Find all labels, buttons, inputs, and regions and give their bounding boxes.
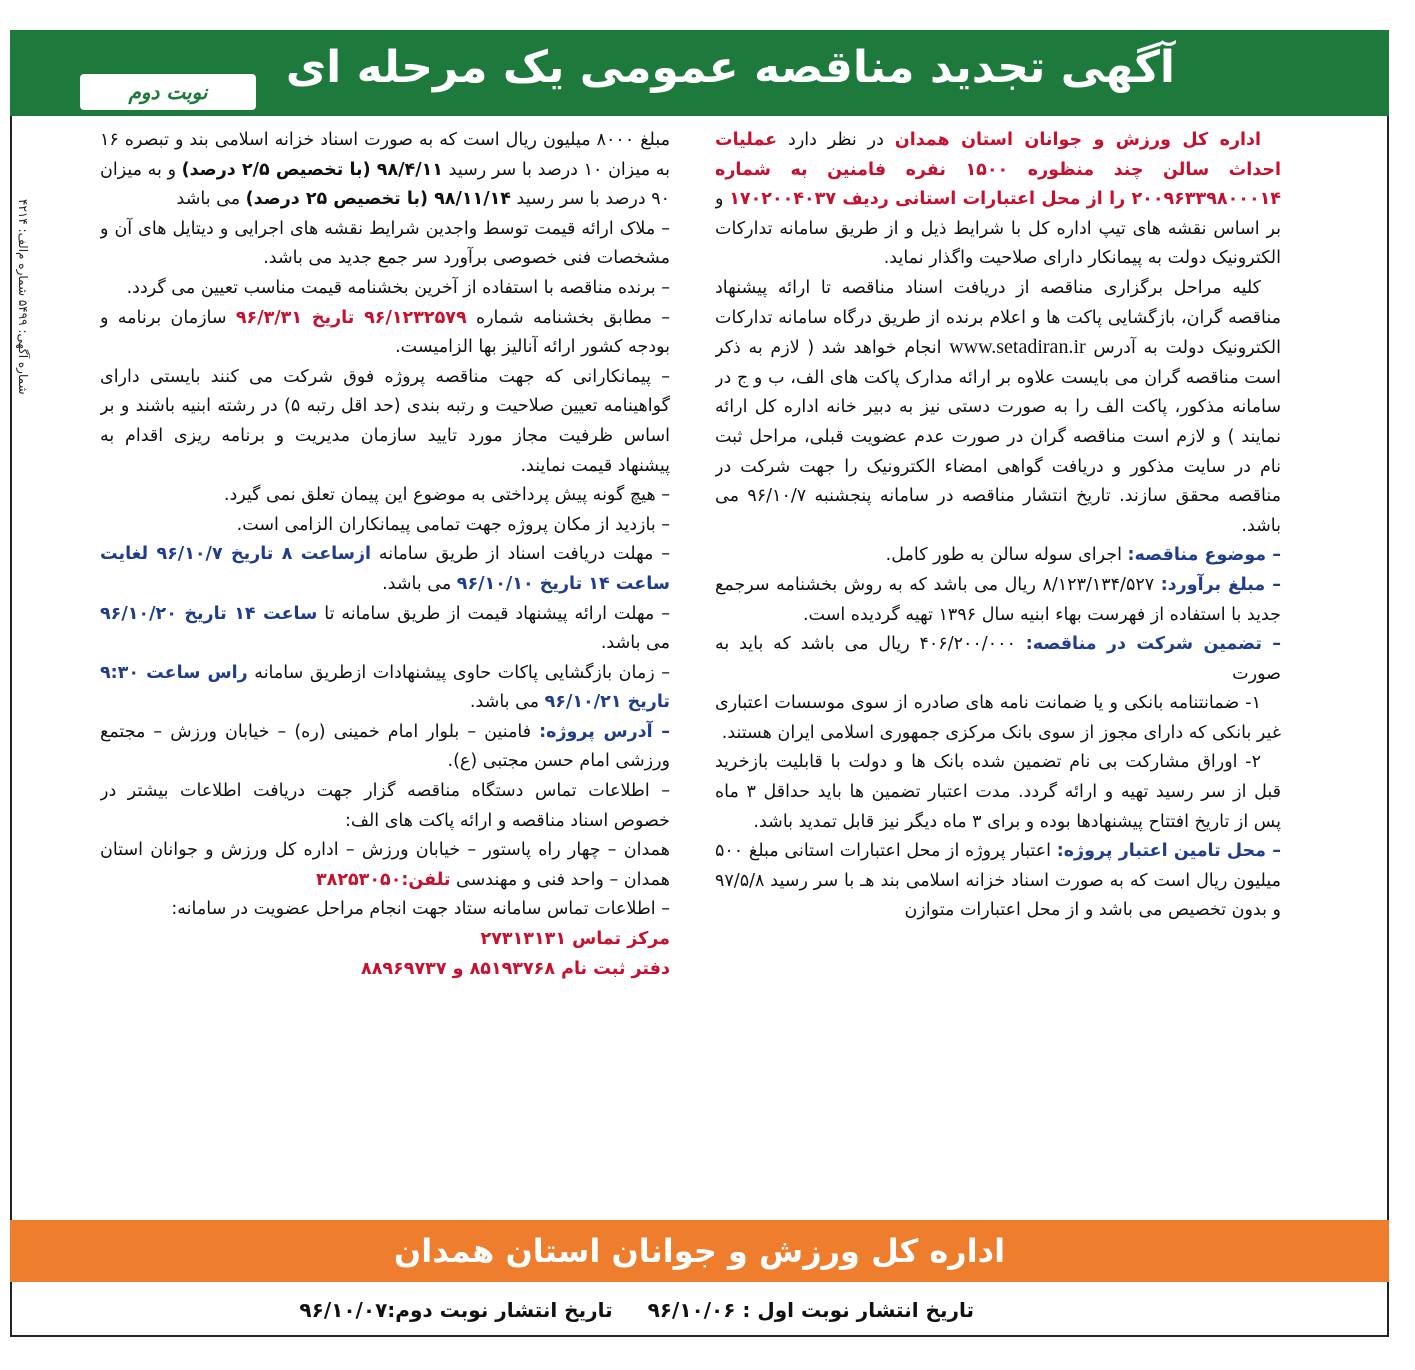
guarantee-item-1: ۱- ضمانتنامه بانکی و یا ضمانت نامه های صادره از سوی موسسات اعتباری غیر بانکی که دارای مجوز از سوی بانک مرکزی جمهوری اسلامی ایران هستند.: [715, 693, 1281, 743]
project-title: عملیات احداث سالن چند منظوره ۱۵۰۰ نفره فامنین به شماره ۲۰۰۹۶۳۳۹۸۰۰۰۱۴ را از محل اعتبارات استانی ردیف ۱۷۰۲۰۰۴۰۳۷: [715, 130, 1281, 210]
intro-text: در نظر دارد: [777, 130, 895, 150]
procedure-text: کلیه مراحل برگزاری مناقصه از دریافت اسناد مناقصه تا ارائه پیشنهاد مناقصه گران، بازگشایی پاکت ها و اعلام برنده از طریق درگاه سامانه تدارکات الکترونیک دولت به آدرس: [715, 277, 1281, 359]
site-visit-note: – بازدید از مکان پروژه جهت تمامی پیمانکاران الزامی است.: [236, 514, 670, 535]
subject-text: اجرای سوله سالن به طور کامل.: [885, 545, 1128, 566]
bid-deadline-date: ساعت ۱۴ تاریخ ۹۶/۱۰/۲۰: [100, 603, 318, 624]
contact-heading: – اطلاعات تماس دستگاه مناقصه گزار جهت دریافت اطلاعات بیشتر در خصوص اسناد مناقصه و ارائه پاکت های الف:: [100, 781, 670, 831]
left-column: [100, 126, 670, 1211]
circular-text: – مطابق بخشنامه شماره: [466, 307, 670, 328]
ad-title: آگهی تجدید مناقصه عمومی یک مرحله ای: [285, 42, 1175, 93]
funding-date-1: ۹۸/۴/۱۱ (با تخصیص ۲/۵ درصد): [181, 159, 443, 180]
document-deadline-date: ازساعت ۸ تاریخ ۹۶/۱۰/۷ لغایت ساعت ۱۴ تاریخ ۹۶/۱۰/۱۰: [100, 544, 670, 594]
funding-continued: [100, 126, 670, 215]
publication-dates: [10, 1290, 1389, 1330]
intro-paragraph: [715, 126, 1281, 274]
funding-line: [715, 837, 1281, 926]
pricing-basis: – ملاک ارائه قیمت توسط واجدین شرایط نقشه های اجرایی و دیتایل های آن و مشخصات فنی خصوصی برآورد سر جمع جدید می باشد.: [100, 218, 670, 269]
estimate-text: ۸/۱۲۳/۱۳۴/۵۲۷ ریال می باشد که به روش بخشنامه سرجمع جدید با استفاده از فهرست بهاء ابنیه سال ۱۳۹۶ تهیه گردیده است.: [715, 574, 1281, 625]
call-center-number: مرکز تماس ۲۷۳۱۳۱۳۱: [480, 929, 670, 950]
circular-reference: [100, 304, 670, 363]
setad-contact-heading: – اطلاعات تماس سامانه ستاد جهت انجام مراحل عضویت در سامانه:: [171, 899, 670, 920]
estimate-label: – مبلغ برآورد:: [1160, 574, 1281, 595]
address-label: – آدرس پروژه:: [539, 721, 670, 742]
second-publication-date: تاریخ انتشار نوبت دوم:۹۶/۱۰/۰۷: [299, 1298, 613, 1322]
guarantee-text: ۴۰۶/۲۰۰/۰۰۰ ریال می باشد که باید به صورت: [715, 634, 1281, 684]
winner-rule: – برنده مناقصه با استفاده از آخرین بخشنامه قیمت مناسب تعیین می گردد.: [126, 277, 670, 298]
funding-cont-text-2: و به میزان ۹۰ درصد با سر رسید: [100, 159, 670, 210]
contact-address-text: همدان – چهار راه پاستور – خیابان ورزش – اداره کل ورزش و جوانان استان همدان – واحد فنی و مهندسی: [100, 840, 670, 890]
funding-date-2: ۹۸/۱۱/۱۴ (با تخصیص ۲۵ درصد): [245, 189, 511, 210]
contact-phone: تلفن:۳۸۲۵۳۰۵۰: [315, 869, 451, 890]
subject-label: – موضوع مناقصه:: [1127, 545, 1281, 566]
setad-url-link[interactable]: www.setadiran.ir: [949, 336, 1086, 359]
opening-time-text-2: می باشد.: [469, 692, 545, 713]
guarantee-line: [715, 630, 1281, 689]
guarantee-item-2: ۲- اوراق مشارکت بی نام تضمین شده بانک ها و دولت با قابلیت بازخرید قبل از سر رسید تهیه و ارائه گردد. مدت اعتبار تضمین ها باید حداقل ۳ ماه پس از تاریخ افتتاح پیشنهادها بوده و برای ۳ ماه دیگر نیز قابل تمدید باشد.: [715, 752, 1281, 832]
project-address: [100, 718, 670, 777]
document-deadline-text-2: می باشد.: [382, 573, 457, 594]
organization-name: اداره کل ورزش و جوانان استان همدان: [894, 130, 1261, 150]
registration-office-numbers: دفتر ثبت نام ۸۵۱۹۳۷۶۸ و ۸۸۹۶۹۷۳۷: [361, 958, 670, 979]
subject-line: [715, 541, 1281, 571]
estimate-line: [715, 571, 1281, 630]
first-publication-date: تاریخ انتشار نوبت اول : ۹۶/۱۰/۰۶: [647, 1298, 974, 1322]
opening-time-text: – زمان بازگشایی پاکات حاوی پیشنهادات ازطریق سامانه: [247, 662, 670, 683]
funding-cont-text: مبلغ ۸۰۰۰ میلیون ریال است که به صورت اسناد خزانه اسلامی بند و تبصره ۱۶ به میزان ۱۰ درصد با سر رسید: [100, 130, 670, 180]
bid-deadline-text: – مهلت ارائه پیشنهاد قیمت از طریق سامانه تا: [317, 603, 670, 624]
funding-label: – محل تامین اعتبار پروژه:: [1056, 841, 1281, 862]
contractor-requirements: – پیمانکارانی که جهت مناقصه پروژه فوق شرکت می کنند بایستی دارای گواهینامه تعیین صلاحیت و رتبه بندی (حد اقل رتبه ۵) در رشته ابنیه باشند و بر اساس ظرفیت مجاز مورد تایید سازمان مدیریت و برنامه ریزی اقدام به پیشنهاد قیمت نمایند.: [100, 366, 670, 476]
guarantee-label: – تضمین شرکت در مناقصه:: [1025, 634, 1281, 655]
round-badge: نوبت دوم: [80, 74, 256, 110]
opening-time: [100, 659, 670, 718]
right-column: [715, 126, 1281, 1211]
funding-text: اعتبار پروژه از محل اعتبارات استانی مبلغ ۵۰۰ میلیون ریال است که به صورت اسناد خزانه اسلامی بند هـ با سر رسید ۹۷/۵/۸ و بدون تخصیص می باشد و از محل اعتبارات متوازن: [715, 841, 1281, 921]
circular-text-2: سازمان برنامه و بودجه کشور ارائه آنالیز بها الزامیست.: [100, 307, 670, 358]
bid-deadline: [100, 600, 670, 659]
footer-organization: اداره کل ورزش و جوانان استان همدان: [10, 1220, 1389, 1282]
document-deadline-text: – مهلت دریافت اسناد از طریق سامانه: [371, 544, 670, 565]
bid-deadline-text-2: می باشد.: [600, 633, 670, 654]
funding-cont-text-3: می باشد: [176, 189, 246, 210]
circular-number: ۹۶/۱۲۳۲۵۷۹ تاریخ ۹۶/۳/۳۱: [235, 307, 467, 328]
opening-time-date: راس ساعت ۹:۳۰ تاریخ ۹۶/۱۰/۲۱: [100, 662, 670, 713]
ad-number-side-text: شماره آگهی: ۵۴۹۹ شماره م‌الف: ۴۲۱۴: [16, 199, 30, 395]
intro-text-2: و بر اساس نقشه های تیپ اداره کل با شرایط ذیل و از طریق سامانه تدارکات الکترونیک دولت به پیمانکار دارای صلاحیت واگذار نماید.: [715, 189, 1281, 269]
procedure-text-2: انجام خواهد شد ( لازم به ذکر است مناقصه گران می بایست علاوه بر ارائه مدارک پاکت های الف، ب و ج در سامانه مذکور، پاکت الف را به صورت دستی نیز به دبیر خانه اداره کل ارائه نمایند ) و لازم است مناقصه گران در صورت عدم عضویت قبلی، مراحل ثبت نام در سایت مذکور و دریافت گواهی امضاء الکترونیک را جهت شرکت در مناقصه محقق سازند. تاریخ انتشار مناقصه در سامانه پنجشنبه ۹۶/۱۰/۷ می باشد.: [715, 338, 1281, 536]
contact-address: [100, 836, 670, 895]
procedure-paragraph: [715, 274, 1281, 541]
address-text: فامنین – بلوار امام خمینی (ره) – خیابان ورزش – مجتمع ورزشی امام حسن مجتبی (ع).: [100, 721, 670, 772]
document-deadline: [100, 540, 670, 599]
prepayment-note: – هیچ گونه پیش پرداختی به موضوع این پیمان تعلق نمی گیرد.: [223, 485, 670, 506]
